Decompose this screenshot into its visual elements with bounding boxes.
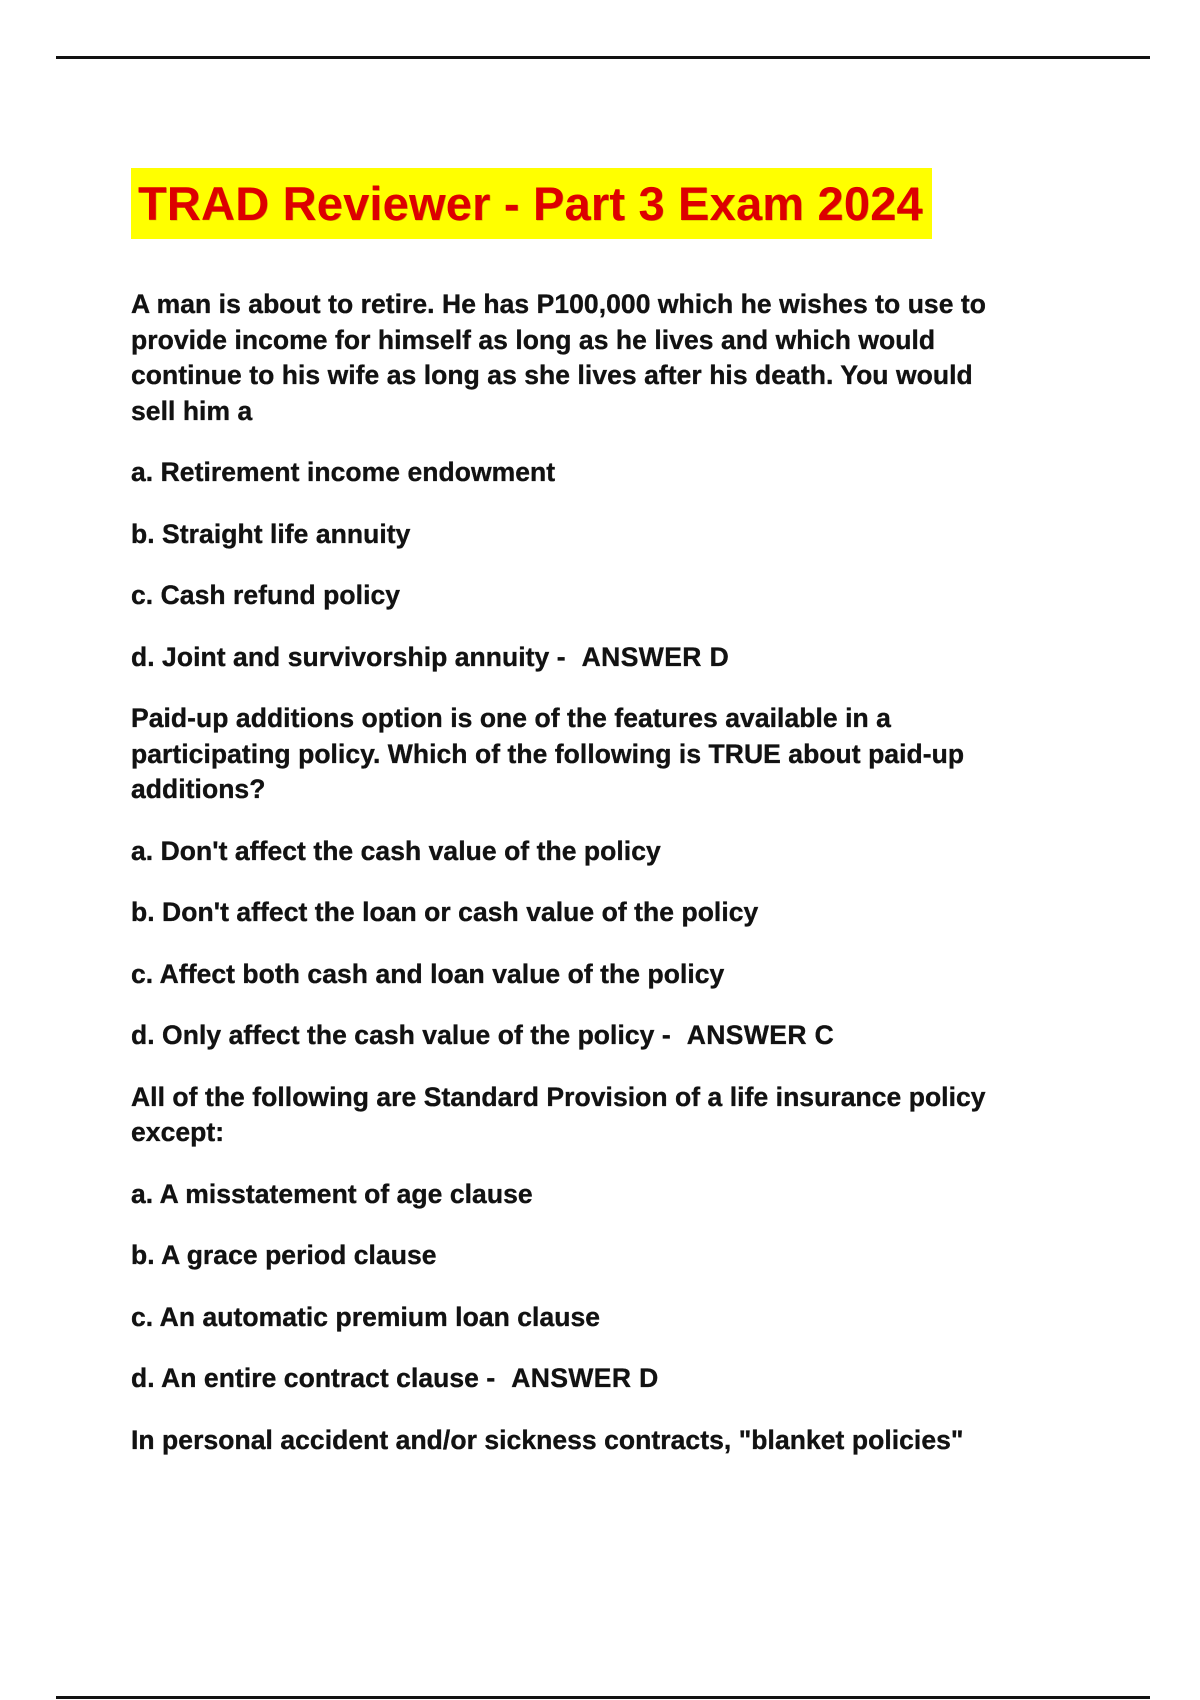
question-stem: All of the following are Standard Provision of a life insurance policy except: [131, 1081, 986, 1148]
page-title-text: TRAD Reviewer - Part 3 Exam 2024 [131, 168, 932, 239]
answer-option-text: c. An automatic premium loan clause [131, 1301, 601, 1332]
answer-option[interactable] [131, 1300, 997, 1336]
page-title [131, 168, 1011, 239]
answer-option-text: a. A misstatement of age clause [131, 1178, 533, 1209]
answer-option[interactable] [131, 957, 997, 993]
answer-option[interactable] [131, 1361, 997, 1397]
answer-option[interactable] [131, 517, 997, 553]
answer-option[interactable] [131, 895, 997, 931]
answer-option[interactable] [131, 1018, 997, 1054]
answer-option[interactable] [131, 578, 997, 614]
answer-option[interactable] [131, 834, 997, 870]
answer-option[interactable] [131, 455, 997, 491]
page-bottom-rule [56, 1696, 1150, 1699]
answer-option-text: a. Retirement income endowment [131, 457, 556, 488]
document-content [131, 168, 1011, 1458]
answer-option[interactable] [131, 1238, 997, 1274]
trailing-question-stem: In personal accident and/or sickness contracts, "blanket policies" [131, 1424, 964, 1455]
answer-option-text: d. Only affect the cash value of the policy - [131, 1020, 671, 1051]
answer-option-text: b. A grace period clause [131, 1240, 437, 1271]
answer-option[interactable] [131, 1177, 997, 1213]
answer-option-text: b. Don't affect the loan or cash value of the policy [131, 897, 759, 928]
page-top-rule [56, 56, 1150, 59]
answer-option-text: a. Don't affect the cash value of the policy [131, 835, 661, 866]
answer-key: ANSWER C [686, 1020, 835, 1051]
answer-option-text: c. Cash refund policy [131, 580, 401, 611]
answer-option[interactable] [131, 640, 997, 676]
answer-option-text: b. Straight life annuity [131, 518, 411, 549]
answer-option-text: c. Affect both cash and loan value of the policy [131, 958, 725, 989]
answer-key: ANSWER D [581, 641, 730, 672]
question-stem: A man is about to retire. He has P100,000 which he wishes to use to provide income for himself as long as he lives and which would continue to his wife as long as she lives after his death. You would sell him a [131, 289, 987, 426]
answer-option-text: d. Joint and survivorship annuity - [131, 641, 566, 672]
question-stem: Paid-up additions option is one of the features available in a participating policy. Which of the following is TRUE about paid-up additions? [131, 703, 965, 805]
answer-key: ANSWER D [511, 1363, 659, 1394]
answer-option-text: d. An entire contract clause - [131, 1363, 496, 1394]
